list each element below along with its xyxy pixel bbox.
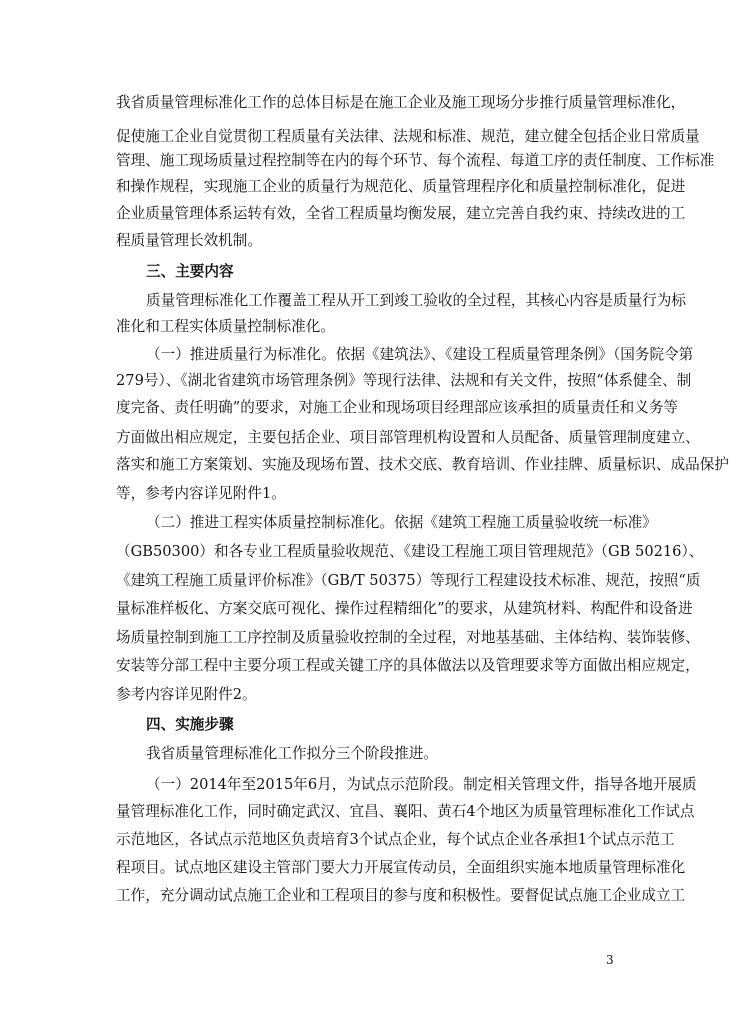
text-line: （GB50300）和各专业工程质量验收规范、《建设工程施工项目管理规范》（GB 50216）、 [116,543,704,560]
text-line: 度完备、责任明确”的要求，对施工企业和现场项目经理部应该承担的质量责任和义务等 [116,399,679,416]
text-line: 场质量控制到施工工序控制及质量验收控制的全过程，对地基基础、主体结构、装饰装修、 [116,629,700,646]
section-heading: 四、实施步骤 [146,716,234,733]
section-heading: 三、主要内容 [146,263,234,280]
text-line: 程质量管理长效机制。 [116,232,262,249]
text-line: 参考内容详见附件2。 [116,686,257,703]
text-line: 质量管理标准化工作覆盖工程从开工到竣工验收的全过程，其核心内容是质量行为标 [146,292,686,309]
text-line: 企业质量管理体系运转有效，全省工程质量均衡发展，建立完善自我约束、持续改进的工 [116,205,686,222]
text-line: 准化和工程实体质量控制标准化。 [116,318,335,335]
text-line: （一）推进质量行为标准化。依据《建筑法》、《建设工程质量管理条例》（国务院令第 [146,346,694,363]
text-line: 我省质量管理标准化工作拟分三个阶段推进。 [146,745,438,762]
text-line: 等，参考内容详见附件1。 [116,485,286,502]
text-line: 安装等分部工程中主要分项工程或关键工序的具体做法以及管理要求等方面做出相应规定， [116,657,700,674]
text-line: 促使施工企业自觉贯彻工程质量有关法律、法规和标准、规范，建立健全包括企业日常质量 [116,128,700,145]
text-line: 量标准样板化、方案交底可视化、操作过程精细化”的要求，从建筑材料、构配件和设备进 [116,600,693,617]
text-line: 量管理标准化工作，同时确定武汉、宜昌、襄阳、黄石4个地区为质量管理标准化工作试点 [116,803,695,820]
text-line: 我省质量管理标准化工作的总体目标是在施工企业及施工现场分步推行质量管理标准化， [116,94,686,111]
text-line: 工作，充分调动试点施工企业和工程项目的参与度和积极性。要督促试点施工企业成立工 [116,887,686,904]
text-line: 管理、施工现场质量过程控制等在内的每个环节、每个流程、每道工序的责任制度、工作标准 [116,152,715,169]
text-line: 程项目。试点地区建设主管部门要大力开展宣传动员，全面组织实施本地质量管理标准化 [116,859,686,876]
text-line: 和操作规程，实现施工企业的质量行为规范化、质量管理程序化和质量控制标准化，促进 [116,178,686,195]
text-line: （一）2014年至2015年6月，为试点示范阶段。制定相关管理文件，指导各地开展质 [146,776,697,793]
text-line: 落实和施工方案策划、实施及现场布置、技术交底、教育培训、作业挂牌、质量标识、成品保护 [116,456,729,473]
text-line: （二）推进工程实体质量控制标准化。依据《建筑工程施工质量验收统一标准》 [146,514,657,531]
page-number: 3 [606,953,614,967]
text-line: 《建筑工程施工质量评价标准》（GB/T 50375）等现行工程建设技术标准、规范，按照“质 [116,572,701,589]
text-line: 279号）、《湖北省建筑市场管理条例》等现行法律、法规和有关文件，按照“体系健全、制 [116,372,692,389]
text-line: 方面做出相应规定，主要包括企业、项目部管理机构设置和人员配备、质量管理制度建立、 [116,429,700,446]
text-line: 示范地区，各试点示范地区负责培育3个试点企业，每个试点企业各承担1个试点示范工 [116,831,675,848]
